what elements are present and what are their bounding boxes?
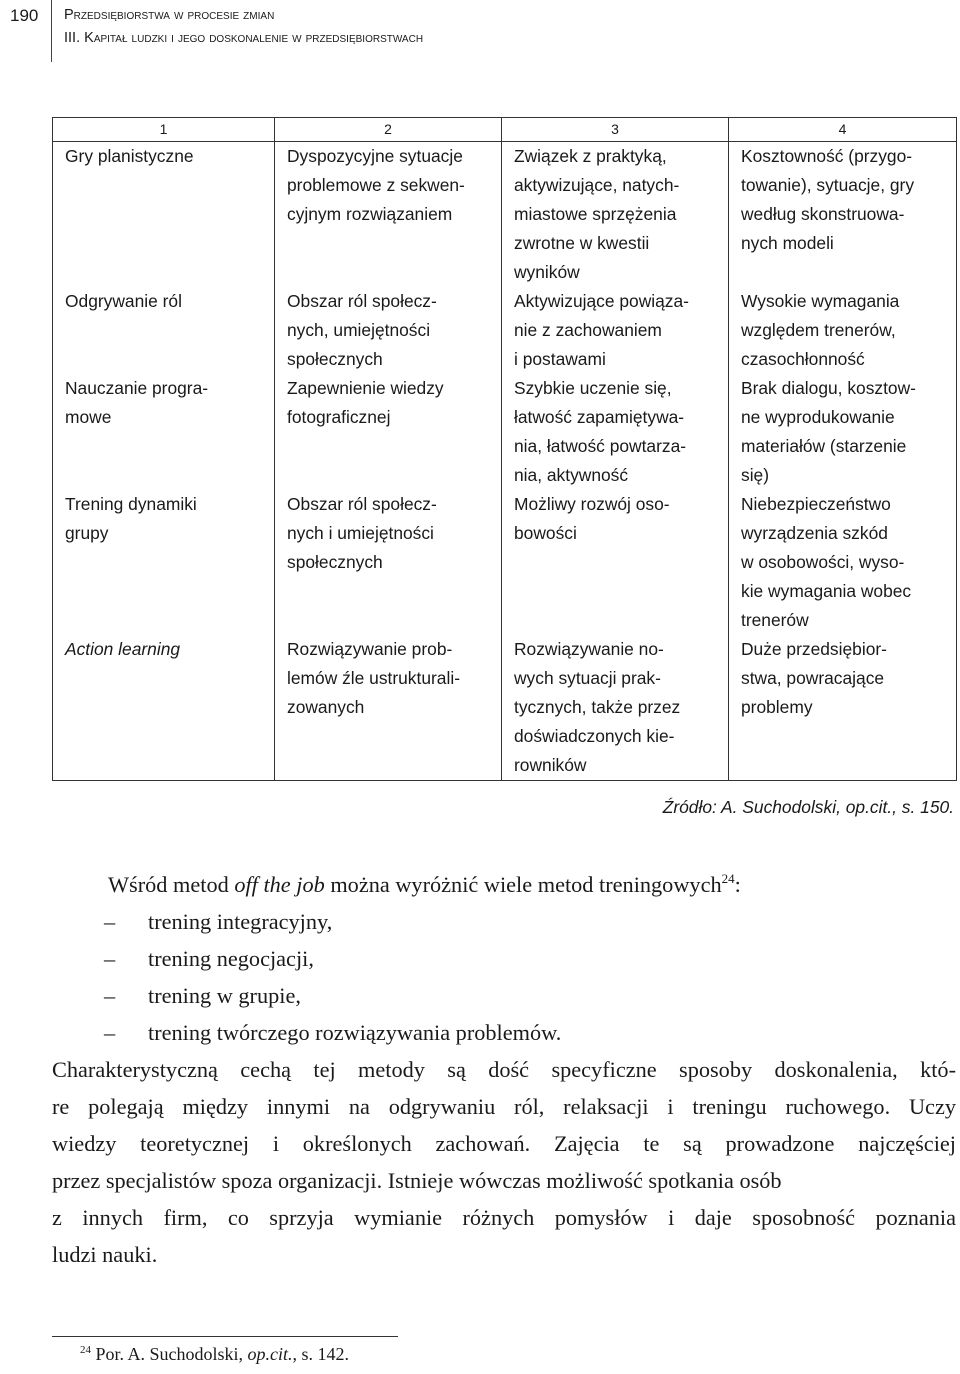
cell-text-line: Aktywizujące powiąza- bbox=[514, 291, 689, 311]
cell-text-line: fotograficznej bbox=[287, 407, 391, 427]
cell-text-line: doświadczonych kie- bbox=[514, 726, 675, 746]
table-cell bbox=[275, 142, 502, 288]
cell-text-line: rowników bbox=[514, 755, 587, 775]
cell-text-line: lemów źle ustrukturali- bbox=[287, 668, 460, 688]
paragraph-line: wiedzy teoretycznej i określonych zachowań. Zajęcia te są prowadzone najczęściej bbox=[52, 1131, 956, 1156]
list-item-text: trening negocjacji, bbox=[148, 946, 314, 971]
cell-text-line: bowości bbox=[514, 523, 577, 543]
cell-text-line: nych i umiejętności bbox=[287, 523, 434, 543]
cell-text-line: mowe bbox=[65, 407, 112, 427]
cell-text-line: Wysokie wymagania bbox=[741, 291, 900, 311]
list-item bbox=[52, 903, 956, 940]
running-header-line-1: Przedsiębiorstwa w procesie zmian bbox=[64, 7, 275, 23]
cell-text-line: Związek z praktyką, bbox=[514, 146, 667, 166]
footnote-rule bbox=[52, 1336, 398, 1337]
cell-text-line: Duże przedsiębior- bbox=[741, 639, 887, 659]
cell-text-line: Zapewnienie wiedzy bbox=[287, 378, 444, 398]
cell-text-line: Nauczanie progra- bbox=[65, 378, 209, 398]
table-cell bbox=[502, 374, 729, 490]
table-source: Źródło: A. Suchodolski, op.cit., s. 150. bbox=[662, 797, 954, 817]
paragraph-line: ludzi nauki. bbox=[52, 1242, 158, 1267]
table-cell bbox=[502, 287, 729, 374]
running-header-line-2: III. Kapitał ludzki i jego doskonalenie w przedsiębiorstwach bbox=[64, 30, 424, 46]
cell-text-line: towanie), sytuacje, gry bbox=[741, 175, 915, 195]
cell-text-line: tycznych, także przez bbox=[514, 697, 681, 717]
description-paragraph bbox=[52, 1051, 956, 1273]
cell-text-line: wyników bbox=[514, 262, 580, 282]
table-cell bbox=[729, 142, 957, 288]
cell-text-line: Action learning bbox=[65, 639, 181, 659]
cell-text-line: społecznych bbox=[287, 349, 383, 369]
table-cell bbox=[53, 490, 275, 635]
paragraph-line: re polegają między innymi na odgrywaniu ról, relaksacji i treningu ruchowego. Uczy bbox=[52, 1094, 956, 1119]
cell-text-line: trenerów bbox=[741, 610, 809, 630]
page-number: 190 bbox=[10, 6, 39, 25]
table-cell bbox=[729, 635, 957, 781]
cell-text-line: nych, umiejętności bbox=[287, 320, 431, 340]
paragraph-line: z innych firm, co sprzyja wymianie różnych pomysłów i daje sposobność poznania bbox=[52, 1205, 956, 1230]
list-item bbox=[52, 977, 956, 1014]
paragraph-line: przez specjalistów spoza organizacji. Istnieje wówczas możliwość spotkania osób bbox=[52, 1168, 782, 1193]
cell-text-line: Trening dynamiki bbox=[65, 494, 197, 514]
table-cell bbox=[729, 490, 957, 635]
running-header bbox=[64, 4, 423, 50]
footnote-ref: 24 bbox=[721, 871, 735, 886]
cell-text-line: Szybkie uczenie się, bbox=[514, 378, 672, 398]
cell-text-line: nie z zachowaniem bbox=[514, 320, 662, 340]
intro-text: Wśród metod bbox=[108, 872, 235, 897]
paragraph-line: Charakterystyczną cechą tej metody są dość specyficzne sposoby doskonalenia, któ- bbox=[52, 1057, 956, 1082]
table-cell bbox=[53, 142, 275, 288]
cell-text-line: zwrotne w kwestii bbox=[514, 233, 650, 253]
cell-text-line: łatwość zapamiętywa- bbox=[514, 407, 685, 427]
method-list bbox=[52, 903, 956, 1051]
cell-text-line: cyjnym rozwiązaniem bbox=[287, 204, 453, 224]
footnote bbox=[80, 1344, 349, 1365]
column-header: 1 bbox=[53, 118, 275, 142]
intro-emphasis: off the job bbox=[234, 872, 325, 897]
intro-colon: : bbox=[734, 872, 741, 897]
cell-text-line: ne wyprodukowanie bbox=[741, 407, 895, 427]
column-header: 3 bbox=[502, 118, 729, 142]
cell-text-line: Kosztowność (przygo- bbox=[741, 146, 913, 166]
cell-text-line: kie wymagania wobec bbox=[741, 581, 912, 601]
table-row bbox=[53, 142, 957, 288]
cell-text-line: się) bbox=[741, 465, 770, 485]
footnote-number: 24 bbox=[80, 1344, 91, 1356]
footnote-italic: op.cit. bbox=[247, 1344, 293, 1364]
cell-text-line: Brak dialogu, kosztow- bbox=[741, 378, 916, 398]
cell-text-line: w osobowości, wyso- bbox=[741, 552, 905, 572]
cell-text-line: wych sytuacji prak- bbox=[514, 668, 661, 688]
cell-text-line: Dyspozycyjne sytuacje bbox=[287, 146, 463, 166]
cell-text-line: problemy bbox=[741, 697, 813, 717]
table-cell bbox=[53, 374, 275, 490]
table-cell bbox=[275, 490, 502, 635]
footnote-text-end: , s. 142. bbox=[292, 1344, 350, 1364]
cell-text-line: nia, łatwość powtarza- bbox=[514, 436, 687, 456]
table-cell bbox=[275, 287, 502, 374]
footnote-text: Por. A. Suchodolski, bbox=[91, 1344, 248, 1364]
table-cell bbox=[275, 635, 502, 781]
cell-text-line: nych modeli bbox=[741, 233, 834, 253]
training-methods-table bbox=[52, 117, 957, 781]
cell-text-line: Odgrywanie ról bbox=[65, 291, 182, 311]
column-header: 2 bbox=[275, 118, 502, 142]
cell-text-line: Niebezpieczeństwo bbox=[741, 494, 891, 514]
table-row bbox=[53, 490, 957, 635]
table-cell bbox=[53, 287, 275, 374]
cell-text-line: problemowe z sekwen- bbox=[287, 175, 465, 195]
list-item-text: trening twórczego rozwiązywania problemów. bbox=[148, 1020, 562, 1045]
list-dash: – bbox=[104, 909, 116, 934]
list-item bbox=[52, 1014, 956, 1051]
column-header: 4 bbox=[729, 118, 957, 142]
list-item bbox=[52, 940, 956, 977]
table-header-row bbox=[53, 118, 957, 142]
cell-text-line: grupy bbox=[65, 523, 109, 543]
cell-text-line: i postawami bbox=[514, 349, 606, 369]
table-cell bbox=[729, 287, 957, 374]
cell-text-line: wyrządzenia szkód bbox=[741, 523, 888, 543]
table-cell bbox=[502, 635, 729, 781]
cell-text-line: stwa, powracające bbox=[741, 668, 885, 688]
table-row bbox=[53, 287, 957, 374]
cell-text-line: aktywizujące, natych- bbox=[514, 175, 680, 195]
cell-text-line: nia, aktywność bbox=[514, 465, 629, 485]
cell-text-line: względem trenerów, bbox=[741, 320, 896, 340]
table-cell bbox=[729, 374, 957, 490]
table-cell bbox=[275, 374, 502, 490]
cell-text-line: społecznych bbox=[287, 552, 383, 572]
header-divider bbox=[51, 0, 52, 62]
table-row bbox=[53, 635, 957, 781]
table-cell bbox=[502, 490, 729, 635]
cell-text-line: Gry planistyczne bbox=[65, 146, 194, 166]
cell-text-line: Obszar ról społecz- bbox=[287, 291, 437, 311]
cell-text-line: Obszar ról społecz- bbox=[287, 494, 437, 514]
list-dash: – bbox=[104, 1020, 116, 1045]
cell-text-line: Rozwiązywanie prob- bbox=[287, 639, 453, 659]
cell-text-line: według skonstruowa- bbox=[741, 204, 905, 224]
intro-text-continued: można wyróżnić wiele metod treningowych bbox=[324, 872, 722, 897]
cell-text-line: Możliwy rozwój oso- bbox=[514, 494, 670, 514]
list-item-text: trening w grupie, bbox=[148, 983, 301, 1008]
cell-text-line: materiałów (starzenie bbox=[741, 436, 907, 456]
cell-text-line: Rozwiązywanie no- bbox=[514, 639, 664, 659]
cell-text-line: czasochłonność bbox=[741, 349, 865, 369]
cell-text-line: miastowe sprzężenia bbox=[514, 204, 677, 224]
intro-sentence bbox=[52, 866, 956, 903]
table-cell bbox=[53, 635, 275, 781]
list-item-text: trening integracyjny, bbox=[148, 909, 333, 934]
table-row bbox=[53, 374, 957, 490]
list-dash: – bbox=[104, 983, 116, 1008]
list-dash: – bbox=[104, 946, 116, 971]
cell-text-line: zowanych bbox=[287, 697, 365, 717]
table-cell bbox=[502, 142, 729, 288]
body-text bbox=[52, 866, 956, 1273]
